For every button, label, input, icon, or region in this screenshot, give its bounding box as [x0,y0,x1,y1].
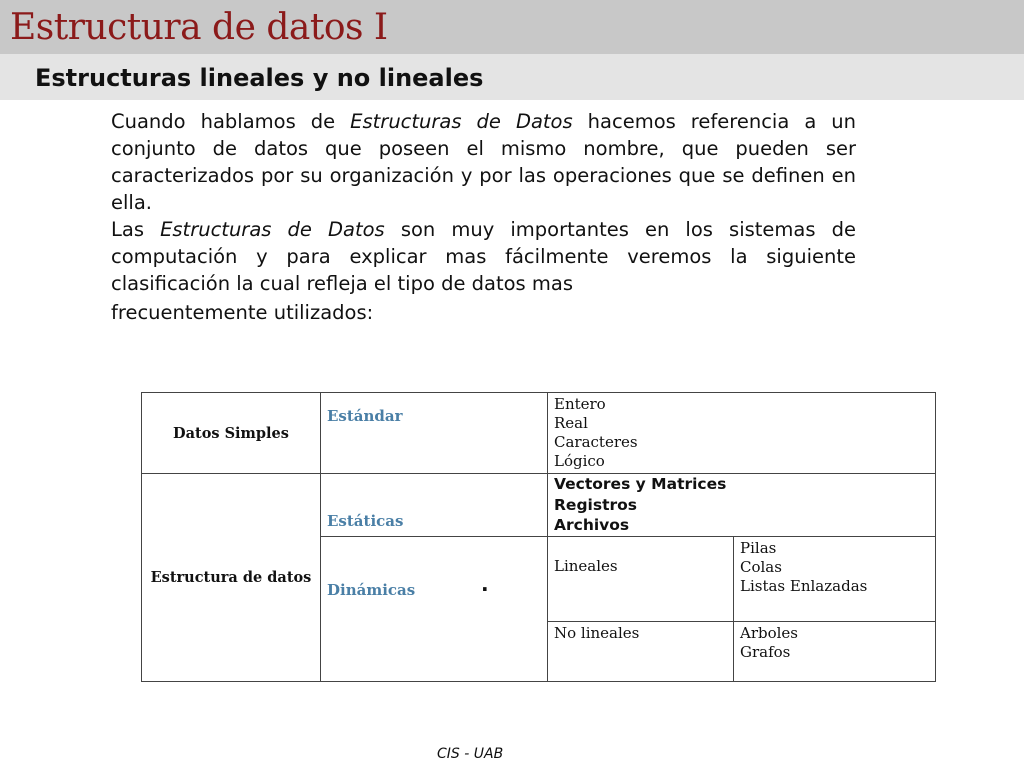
slide-subtitle: Estructuras lineales y no lineales [35,64,484,92]
estaticas-label: Estáticas [327,511,404,530]
classification-table [141,392,936,682]
cell-lineales-items [734,536,936,621]
cell-estructura-de-datos [142,474,321,682]
no-lineales-list [734,622,935,664]
p1-emphasis: Estructuras de Datos [350,110,573,133]
cell-estaticas-items [548,474,936,537]
body-text [111,108,856,326]
paragraph-1 [111,108,856,216]
cell-dinamicas [321,536,548,681]
cell-datos-simples [142,393,321,474]
estructura-de-datos-label: Estructura de datos [150,568,312,586]
list-item: Arboles [740,623,799,642]
estandar-list [548,393,935,473]
cell-lineales [548,536,734,621]
list-item: Grafos [740,642,791,661]
slide-title: Estructura de datos I [10,7,388,48]
list-item: Listas Enlazadas [740,576,868,595]
lineales-label: Lineales [554,556,618,575]
p2-text-c: frecuentemente utilizados: [111,301,374,324]
cell-no-lineales [548,621,734,681]
list-item: Entero [554,395,606,413]
table-row [142,393,936,474]
list-item: Registros [554,495,638,514]
list-item: Vectores y Matrices [554,475,727,493]
estaticas-list [548,474,935,536]
cell-estaticas [321,474,548,537]
stray-dot: . [481,572,489,596]
list-item: Pilas [740,538,777,557]
list-item: Archivos [554,516,630,534]
table-row [142,474,936,537]
p1-text-a: Cuando hablamos de [111,110,351,133]
cell-estandar [321,393,548,474]
lineales-list [734,537,935,598]
footer-text: CIS - UAB [437,746,504,762]
list-item: Colas [740,557,782,576]
p2-text-b: son muy importantes en los sistemas de computación y para explicar mas fácilmente veremos la siguiente clasificación la cual refleja el tipo de datos mas [111,218,857,295]
no-lineales-label: No lineales [554,623,640,642]
list-item: Real [554,414,588,432]
dinamicas-label: Dinámicas [327,580,416,599]
p2-emphasis: Estructuras de Datos [160,218,385,241]
p2-text-a: Las [111,218,161,241]
estandar-label: Estándar [327,407,403,425]
p1-text-b: hacemos referencia a un conjunto de datos que poseen el mismo nombre, que pueden ser caracterizados por su organización y por las operaciones que se definen en ella. [111,110,857,214]
list-item: Caracteres [554,433,638,451]
cell-no-lineales-items [734,621,936,681]
cell-estandar-items [548,393,936,474]
paragraph-2 [111,216,856,326]
datos-simples-label: Datos Simples [173,424,289,442]
list-item: Lógico [554,452,605,470]
